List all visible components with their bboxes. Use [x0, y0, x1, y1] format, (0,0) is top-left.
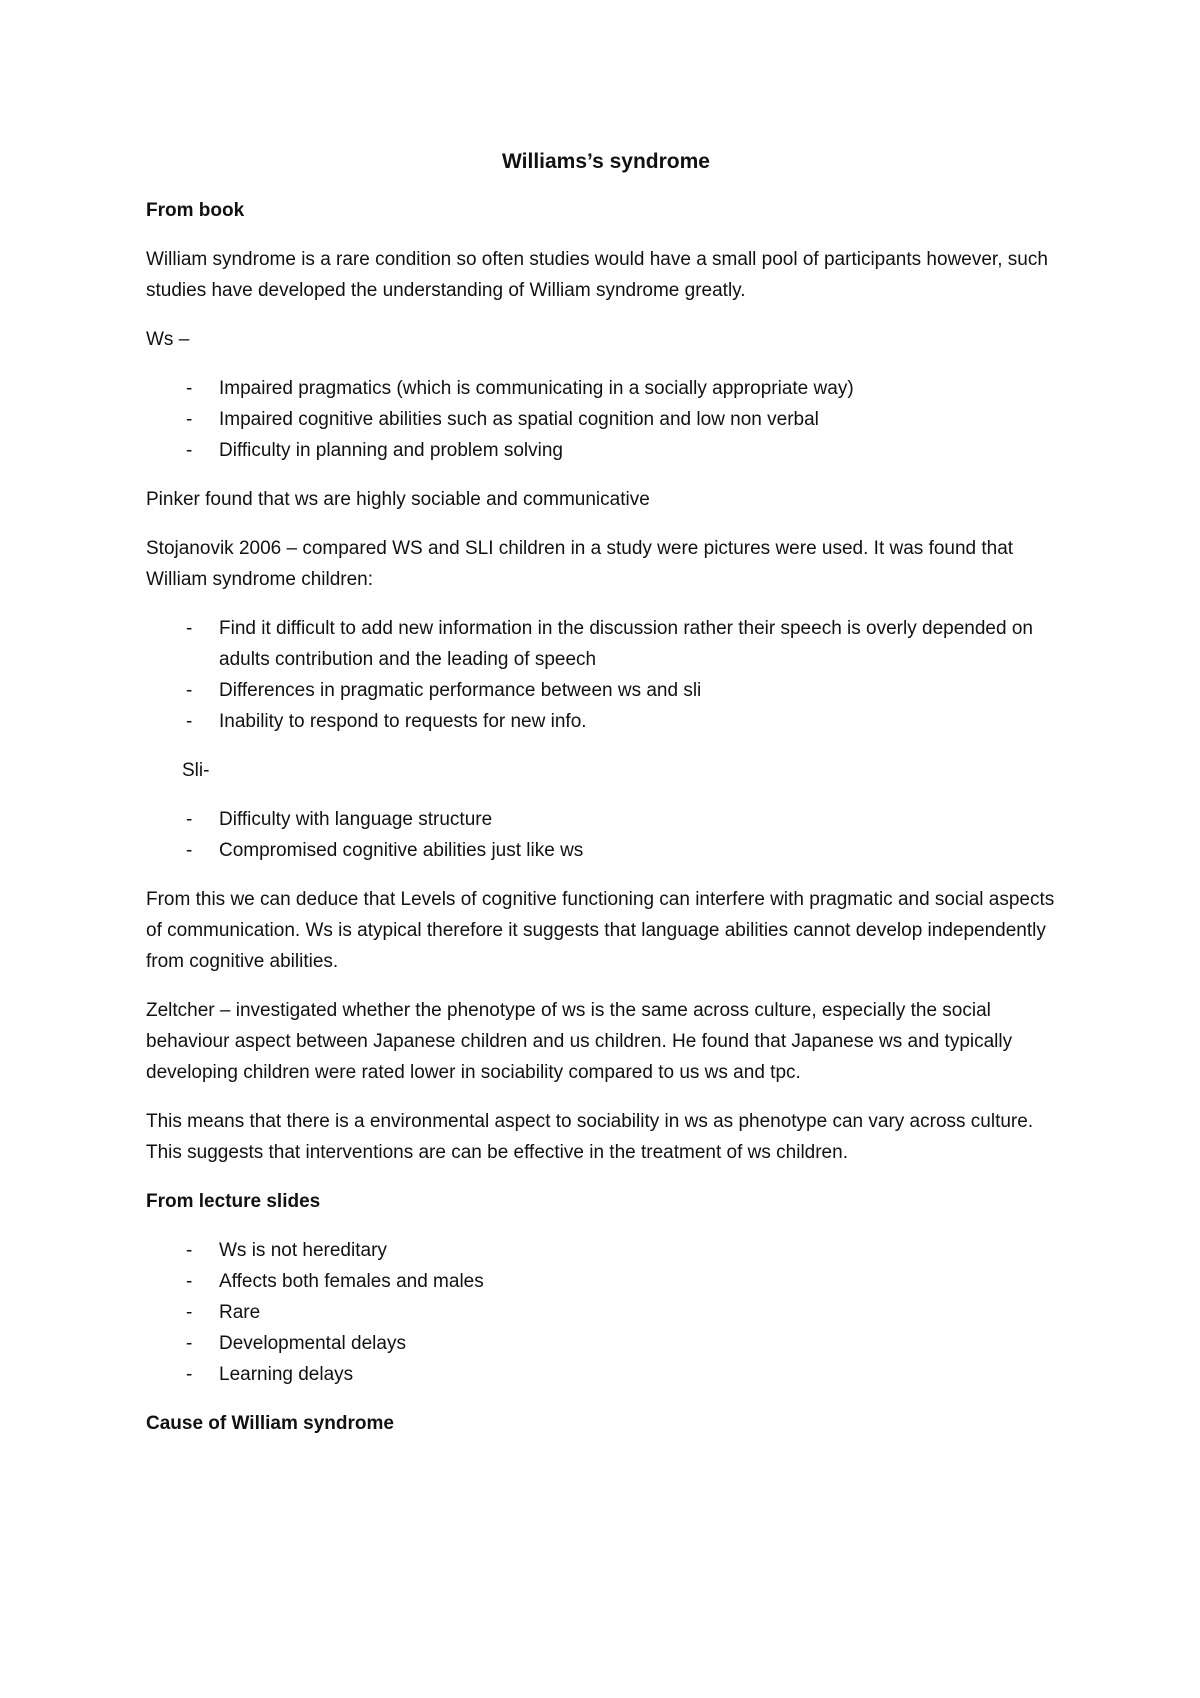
- ws-characteristics-list: [146, 373, 1066, 466]
- list-item: - Affects both females and males: [146, 1266, 1066, 1297]
- list-item: - Learning delays: [146, 1359, 1066, 1390]
- document-title: Williams’s syndrome: [502, 150, 710, 173]
- document-body: [146, 146, 1066, 1457]
- paragraph-stojanovik: Stojanovik 2006 – compared WS and SLI children in a study were pictures were used. It was found that William syndrome children:: [146, 538, 1014, 590]
- ws-label: Ws –: [146, 329, 190, 350]
- list-item: - Differences in pragmatic performance between ws and sli: [146, 675, 1066, 706]
- sli-label: Sli-: [182, 760, 210, 781]
- paragraph-environmental: This means that there is a environmental aspect to sociability in ws as phenotype can vary across culture. This suggests that interventions are can be effective in the treatment of ws children.: [146, 1111, 1034, 1163]
- list-item: - Developmental delays: [146, 1328, 1066, 1359]
- paragraph-pinker: Pinker found that ws are highly sociable and communicative: [146, 489, 650, 510]
- list-item: - Impaired cognitive abilities such as spatial cognition and low non verbal: [146, 404, 1066, 435]
- stojanovik-findings-list: [146, 613, 1066, 737]
- section-heading-from-book: From book: [146, 200, 245, 221]
- paragraph-zeltcher: Zeltcher – investigated whether the phenotype of ws is the same across culture, especially the social behaviour aspect between Japanese children and us children. He found that Japanese ws and typically developing children were rated lower in sociability compared to us ws and tpc.: [146, 1000, 1013, 1083]
- section-heading-cause: Cause of William syndrome: [146, 1413, 394, 1434]
- list-item: - Rare: [146, 1297, 1066, 1328]
- sli-characteristics-list: [146, 804, 1066, 866]
- list-item: - Difficulty with language structure: [146, 804, 1066, 835]
- list-item: - Find it difficult to add new information in the discussion rather their speech is overly depended on adults contribution and the leading of speech: [146, 613, 1066, 675]
- lecture-points-list: [146, 1235, 1066, 1390]
- list-item: - Inability to respond to requests for new info.: [146, 706, 1066, 737]
- list-item: - Impaired pragmatics (which is communicating in a socially appropriate way): [146, 373, 1066, 404]
- list-item: - Ws is not hereditary: [146, 1235, 1066, 1266]
- paragraph-intro: William syndrome is a rare condition so often studies would have a small pool of participants however, such studies have developed the understanding of William syndrome greatly.: [146, 249, 1048, 301]
- list-item: - Difficulty in planning and problem solving: [146, 435, 1066, 466]
- list-item: - Compromised cognitive abilities just like ws: [146, 835, 1066, 866]
- section-heading-lecture-slides: From lecture slides: [146, 1191, 321, 1212]
- paragraph-deduce: From this we can deduce that Levels of cognitive functioning can interfere with pragmatic and social aspects of communication. Ws is atypical therefore it suggests that language abilities cannot develop independently from cognitive abilities.: [146, 889, 1055, 972]
